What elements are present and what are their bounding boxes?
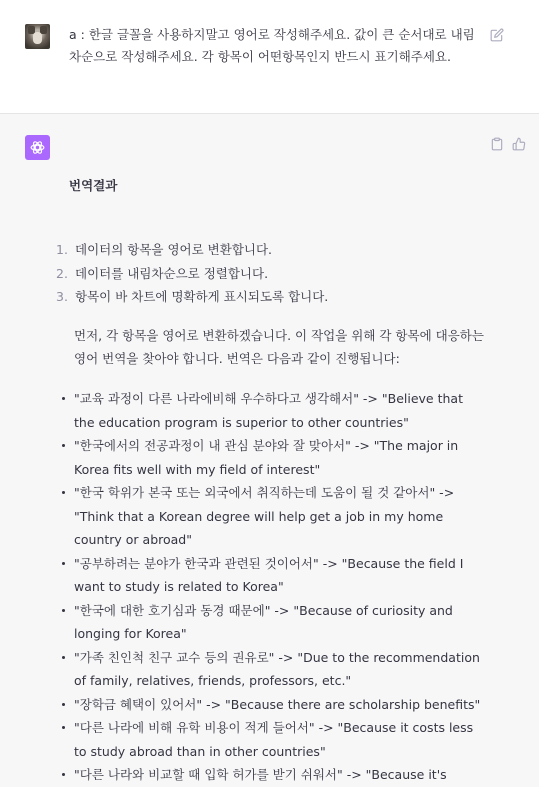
steps-list [52, 238, 492, 309]
list-item: "한국에서의 전공과정이 내 관심 분야와 잘 맞아서" -> "The major in Korea fits well with my field of interest" [56, 434, 486, 481]
user-message [0, 0, 539, 114]
user-avatar [25, 24, 50, 49]
list-item: "다른 나라와 비교할 때 입학 허가를 받기 쉬워서" -> "Because it's [56, 763, 486, 787]
thumbs-up-icon[interactable] [512, 136, 526, 150]
list-item: 2. 데이터를 내림차순으로 정렬합니다. [56, 265, 269, 281]
intro-paragraph: 먼저, 각 항목을 영어로 변환하겠습니다. 이 작업을 위해 각 항목에 대응하는 영어 번역을 찾아야 합니다. 번역은 다음과 같이 진행됩니다: [74, 328, 484, 366]
user-message-text: a : 한글 글꼴을 사용하지말고 영어로 작성해주세요. 값이 큰 순서대로 내림차순으로 작성해주세요. 각 항목이 어떤항목인지 반드시 표기해주세요. [69, 27, 475, 64]
translation-list [56, 387, 486, 787]
response-title: 번역결과 [69, 178, 118, 193]
assistant-message [0, 114, 539, 785]
list-item: "공부하려는 분야가 한국과 관련된 것이어서" -> "Because the field I want to study is related to Korea" [56, 552, 486, 599]
list-item: "가족 친인척 친구 교수 등의 권유로" -> "Due to the recommendation of family, relatives, friends, professors, etc." [56, 646, 486, 693]
list-item: "교육 과정이 다른 나라에비해 우수하다고 생각해서" -> "Believe that the education program is superior to other countries" [56, 387, 486, 434]
list-item: 3. 항목이 바 차트에 명확하게 표시되도록 합니다. [56, 289, 329, 304]
list-item: "한국 학위가 본국 또는 외국에서 취직하는데 도움이 될 것 같아서" -> "Think that a Korean degree will help get a job in my home country or abroad" [56, 481, 486, 552]
list-item: "장학금 혜택이 있어서" -> "Because there are scholarship benefits" [56, 693, 486, 717]
list-item: "다른 나라에 비해 유학 비용이 적게 들어서" -> "Because it costs less to study abroad than in other countries" [56, 716, 486, 763]
list-item: 1. 데이터의 항목을 영어로 변환합니다. [56, 242, 273, 257]
list-item: "한국에 대한 호기심과 동경 때문에" -> "Because of curiosity and longing for Korea" [56, 599, 486, 646]
message-toolbar [490, 136, 526, 150]
edit-icon[interactable] [490, 27, 504, 41]
copy-icon[interactable] [490, 136, 504, 150]
openai-logo-icon [25, 135, 50, 160]
